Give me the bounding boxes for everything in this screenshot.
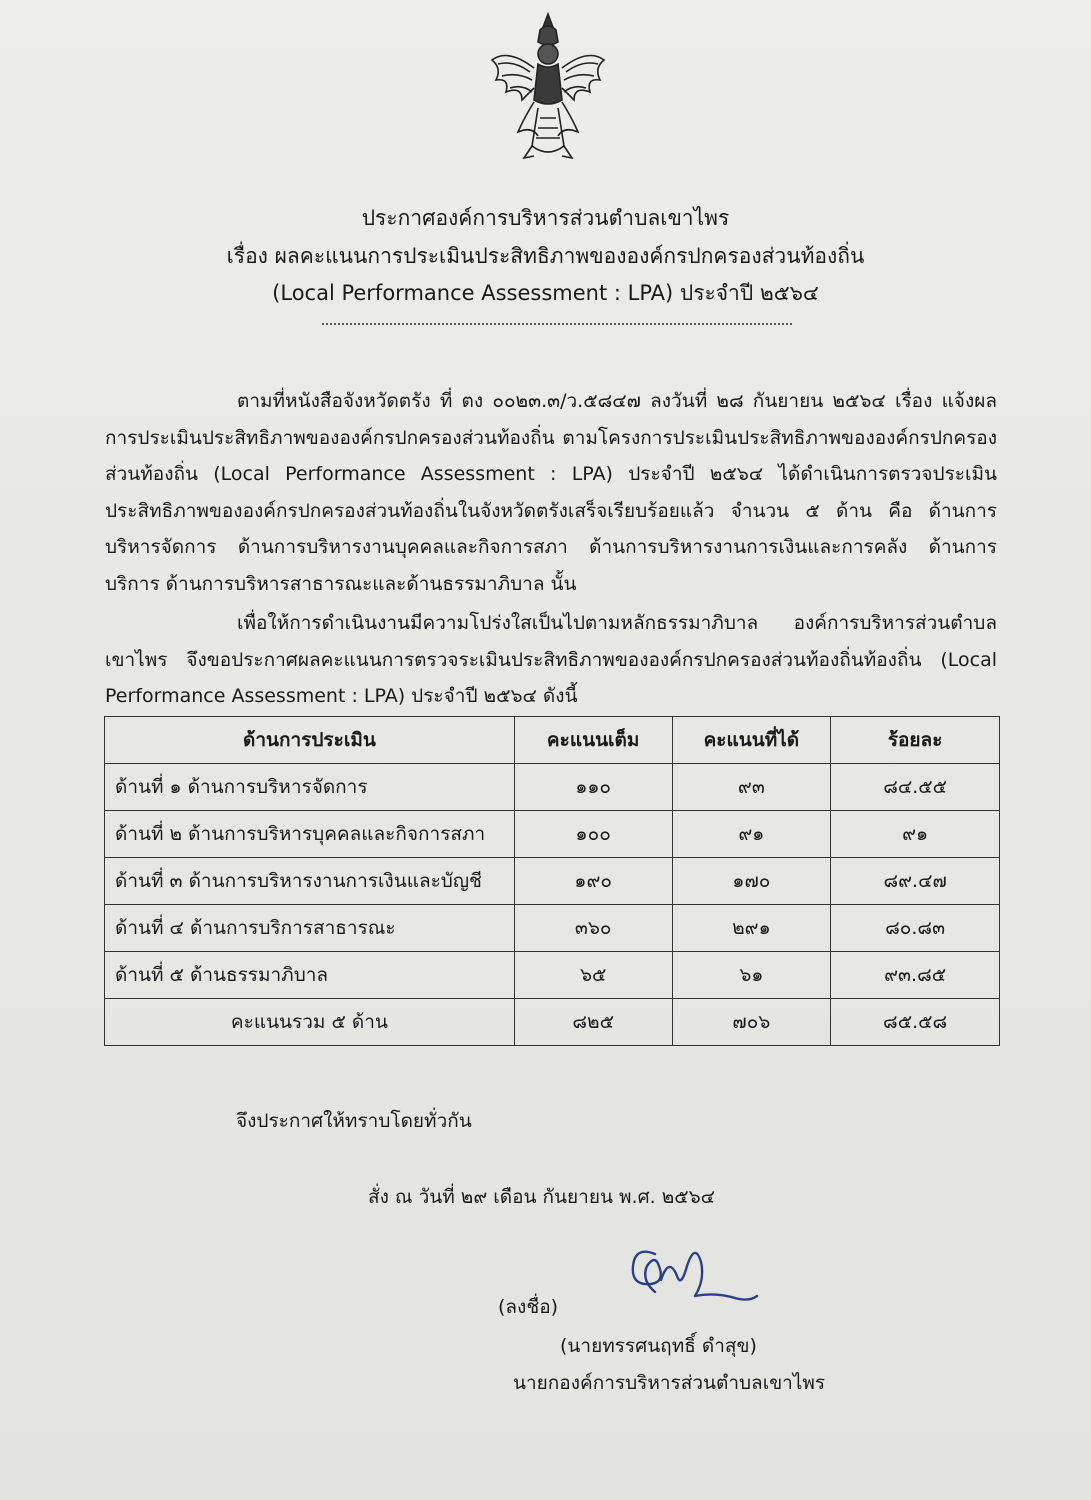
- row-category: ด้านที่ ๕ ด้านธรรมาภิบาล: [105, 952, 515, 999]
- row-percent: ๙๑: [831, 811, 1000, 858]
- total-percent: ๘๕.๕๘: [831, 999, 1000, 1046]
- row-full-score: ๑๑๐: [514, 764, 672, 811]
- header-full-score: คะแนนเต็ม: [514, 717, 672, 764]
- announcement-subject-en: (Local Performance Assessment : LPA) ประจำปี ๒๕๖๔: [272, 281, 819, 305]
- ordered-date: สั่ง ณ วันที่ ๒๙ เดือน กันยายน พ.ศ. ๒๕๖๔: [368, 1186, 716, 1208]
- row-obtained-score: ๙๑: [672, 811, 831, 858]
- row-full-score: ๑๐๐: [514, 811, 672, 858]
- table-total-row: [105, 999, 1000, 1046]
- signer-name: (นายทรรศนฤทธิ์ ดำสุข): [560, 1335, 757, 1357]
- signed-label: (ลงชื่อ): [498, 1296, 559, 1318]
- garuda-emblem-icon: [488, 8, 608, 168]
- header-percent: ร้อยละ: [831, 717, 1000, 764]
- row-percent: ๙๓.๘๕: [831, 952, 1000, 999]
- closing-statement: จึงประกาศให้ทราบโดยทั่วกัน: [236, 1110, 472, 1132]
- row-full-score: ๑๙๐: [514, 858, 672, 905]
- table-row: [105, 764, 1000, 811]
- total-obtained-score: ๗๐๖: [672, 999, 831, 1046]
- dotted-divider: [322, 323, 792, 325]
- table-row: [105, 905, 1000, 952]
- signer-position: นายกองค์การบริหารส่วนตำบลเขาไพร: [513, 1372, 826, 1394]
- signature-mark: [625, 1236, 765, 1316]
- row-full-score: ๖๕: [514, 952, 672, 999]
- score-table: [104, 716, 1000, 1046]
- row-percent: ๘๙.๔๗: [831, 858, 1000, 905]
- row-percent: ๘๔.๕๕: [831, 764, 1000, 811]
- body-paragraph-2: เพื่อให้การดำเนินงานมีความโปร่งใสเป็นไปตามหลักธรรมาภิบาล องค์การบริหารส่วนตำบลเขาไพร จึงขอประกาศผลคะแนนการตรวจระเมินประสิทธิภาพขององค์กรปกครองส่วนท้องถิ่นท้องถิ่น (Local Performance Assessment : LPA) ประจำปี ๒๕๖๔ ดังนี้: [105, 612, 997, 707]
- table-row: [105, 811, 1000, 858]
- row-category: ด้านที่ ๔ ด้านการบริการสาธารณะ: [105, 905, 515, 952]
- row-obtained-score: ๖๑: [672, 952, 831, 999]
- table-row: [105, 858, 1000, 905]
- table-header-row: [105, 717, 1000, 764]
- total-full-score: ๘๒๕: [514, 999, 672, 1046]
- total-label: คะแนนรวม ๕ ด้าน: [105, 999, 515, 1046]
- header-category: ด้านการประเมิน: [105, 717, 515, 764]
- row-full-score: ๓๖๐: [514, 905, 672, 952]
- row-obtained-score: ๙๓: [672, 764, 831, 811]
- announcement-title: ประกาศองค์การบริหารส่วนตำบลเขาไพร: [361, 206, 730, 230]
- row-category: ด้านที่ ๑ ด้านการบริหารจัดการ: [105, 764, 515, 811]
- row-category: ด้านที่ ๓ ด้านการบริหารงานการเงินและบัญชี: [105, 858, 515, 905]
- table-row: [105, 952, 1000, 999]
- row-percent: ๘๐.๘๓: [831, 905, 1000, 952]
- header-obtained-score: คะแนนที่ได้: [672, 717, 831, 764]
- row-obtained-score: ๑๗๐: [672, 858, 831, 905]
- announcement-subject: เรื่อง ผลคะแนนการประเมินประสิทธิภาพขององค์กรปกครองส่วนท้องถิ่น: [226, 244, 865, 268]
- row-category: ด้านที่ ๒ ด้านการบริหารบุคคลและกิจการสภา: [105, 811, 515, 858]
- body-paragraph-1: ตามที่หนังสือจังหวัดตรัง ที่ ตง ๐๐๒๓.๓/ว.๕๘๔๗ ลงวันที่ ๒๘ กันยายน ๒๕๖๔ เรื่อง แจ้งผลการประเมินประสิทธิภาพขององค์กรปกครองส่วนท้องถิ่น ตามโครงการประเมินประสิทธิภาพขององค์กรปกครองส่วนท้องถิ่น (Local Performance Assessment : LPA) ประจำปี ๒๕๖๔ ได้ดำเนินการตรวจประเมินประสิทธิภาพขององค์กรปกครองส่วนท้องถิ่นในจังหวัดตรังเสร็จเรียบร้อยแล้ว จำนวน ๕ ด้าน คือ ด้านการบริหารจัดการ ด้านการบริหารงานบุคคลและกิจการสภา ด้านการบริหารงานการเงินและการคลัง ด้านการบริการ ด้านการบริหารสาธารณะและด้านธรรมาภิบาล นั้น: [105, 390, 997, 595]
- row-obtained-score: ๒๙๑: [672, 905, 831, 952]
